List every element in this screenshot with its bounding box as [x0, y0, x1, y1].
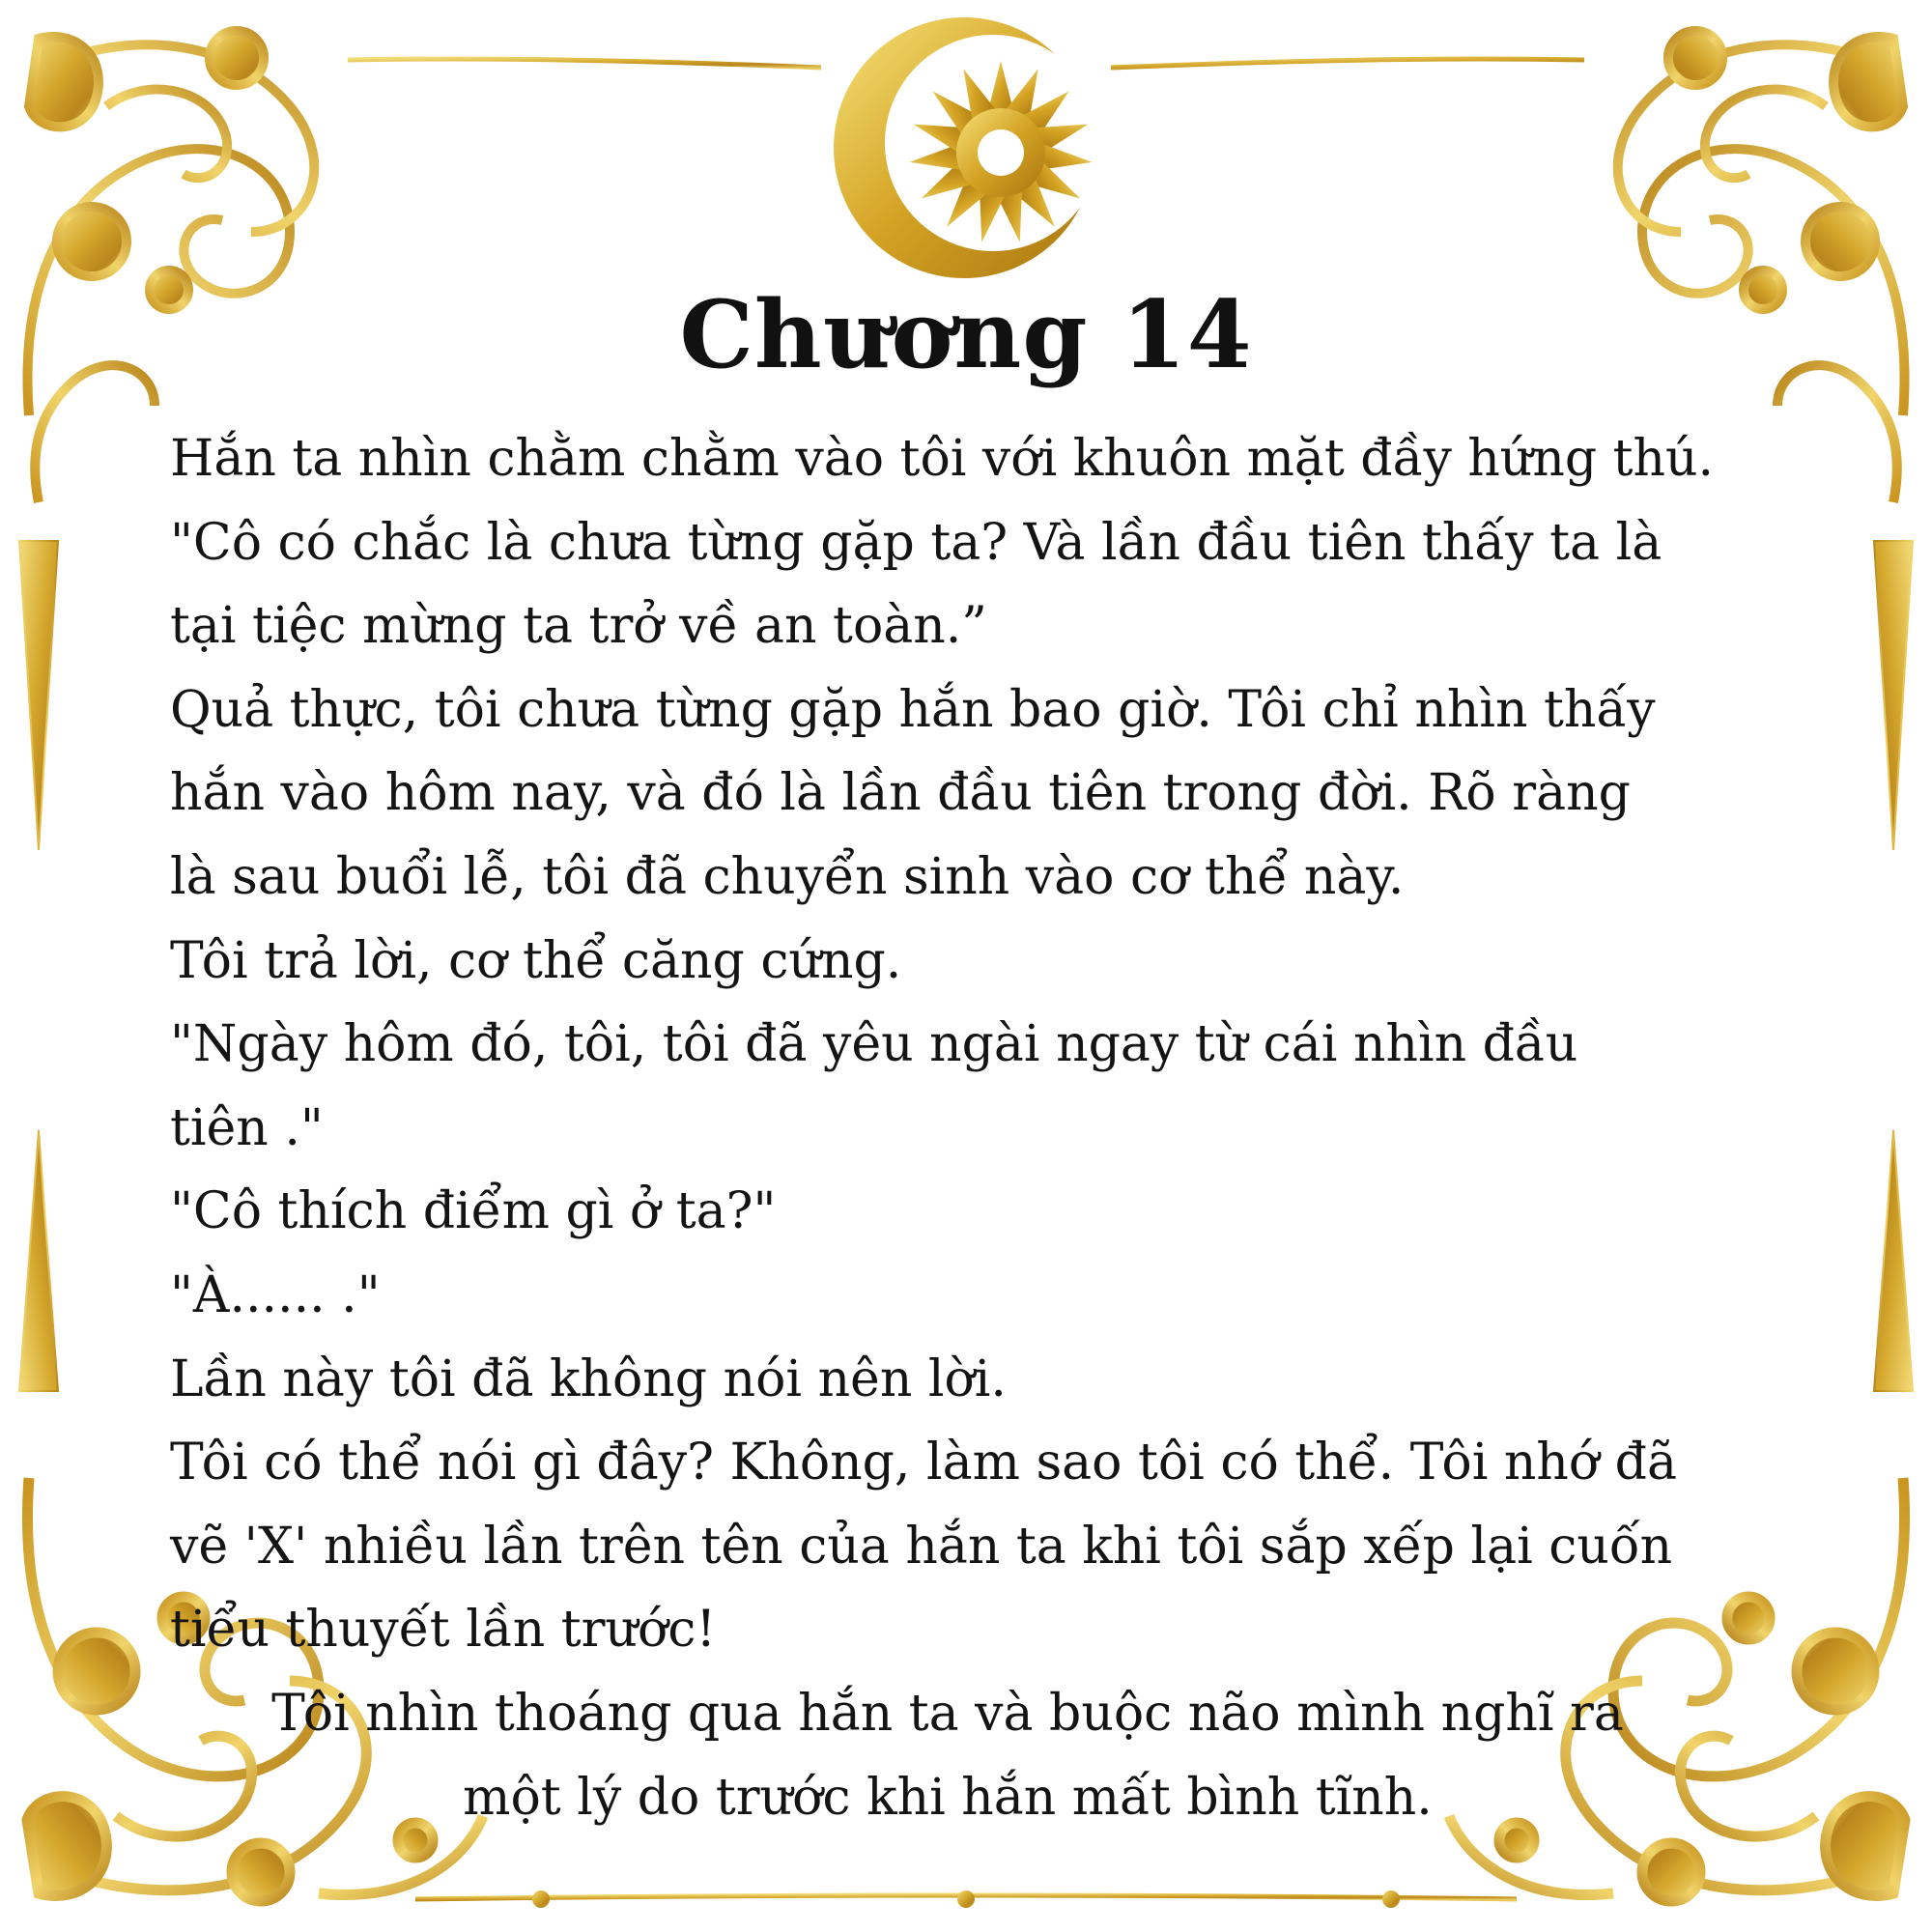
story-line: "À...... ." [170, 1265, 381, 1324]
story-line: Tôi trả lời, cơ thể căng cứng. [170, 931, 902, 990]
story-line-centered: Tôi nhìn thoáng qua hắn ta và buộc não mình nghĩ ra [271, 1684, 1624, 1743]
story-line: hắn vào hôm nay, và đó là lần đầu tiên trong đời. Rõ ràng [170, 764, 1631, 823]
story-line-centered: một lý do trước khi hắn mất bình tĩnh. [463, 1768, 1433, 1827]
bottom-center-flourish [532, 1890, 1400, 1908]
chapter-title: Chương 14 [679, 280, 1253, 389]
story-line: Lần này tôi đã không nói nên lời. [170, 1350, 1007, 1408]
story-text [170, 417, 1870, 1839]
crescent-moon-sun-icon [829, 8, 1119, 288]
story-line: Quả thực, tôi chưa từng gặp hắn bao giờ. Tôi chỉ nhìn thấy [170, 680, 1656, 739]
story-line: tại tiệc mừng ta trở về an toàn.” [170, 597, 987, 656]
story-line: vẽ 'X' nhiều lần trên tên của hắn ta khi tôi sắp xếp lại cuốn [170, 1517, 1673, 1576]
story-line: "Ngày hôm đó, tôi, tôi đã yêu ngài ngay từ cái nhìn đầu [170, 1015, 1578, 1074]
story-line: là sau buổi lễ, tôi đã chuyển sinh vào cơ thể này. [170, 847, 1405, 906]
story-line: Tôi có thể nói gì đây? Không, làm sao tôi có thể. Tôi nhớ đã [170, 1434, 1677, 1492]
story-line: "Cô có chắc là chưa từng gặp ta? Và lần đầu tiên thấy ta là [170, 513, 1662, 572]
story-line: tiểu thuyết lần trước! [170, 1601, 717, 1660]
story-line: tiên ." [170, 1098, 324, 1157]
story-line: "Cô thích điểm gì ở ta?" [170, 1182, 777, 1241]
story-line: Hắn ta nhìn chằm chằm vào tôi với khuôn mặt đầy hứng thú. [170, 430, 1715, 488]
